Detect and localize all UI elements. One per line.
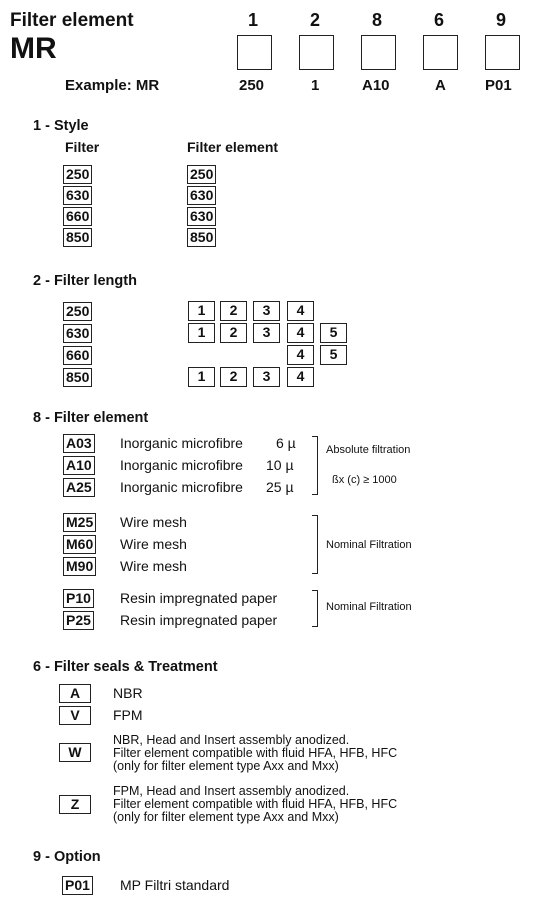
filter-code: 660: [63, 346, 92, 365]
element-rating: 25 µ: [266, 479, 294, 495]
title: Filter element: [10, 10, 134, 31]
position-label: 2: [310, 10, 321, 30]
element-code: P10: [63, 589, 94, 608]
seal-description-line: (only for filter element type Axx and Mxx): [113, 759, 339, 773]
filter-code: 660: [63, 207, 92, 226]
section-heading: 9 - Option: [33, 849, 101, 865]
group-bracket: [312, 515, 318, 574]
length-code: 4: [287, 323, 314, 343]
element-code: P25: [63, 611, 94, 630]
element-code: 630: [187, 186, 216, 205]
example-value: A: [435, 77, 446, 94]
length-code: 3: [253, 301, 280, 321]
filter-code: 630: [63, 324, 92, 343]
option-code: P01: [62, 876, 93, 895]
element-description: Resin impregnated paper: [120, 612, 278, 628]
length-code: 4: [287, 345, 314, 365]
example-value: A10: [362, 77, 390, 94]
column-header: Filter: [65, 139, 100, 155]
element-code: 850: [187, 228, 216, 247]
seal-description-line: NBR, Head and Insert assembly anodized.: [113, 733, 350, 747]
seal-description: NBR: [113, 685, 143, 701]
example-label: Example: MR: [65, 77, 160, 94]
length-code: 4: [287, 301, 314, 321]
element-code: M25: [63, 513, 96, 532]
seal-description-line: (only for filter element type Axx and Mxx): [113, 810, 339, 824]
section-heading: 2 - Filter length: [33, 273, 137, 289]
example-value: 1: [311, 77, 320, 94]
length-code: 1: [188, 301, 215, 321]
code-slot-box: [299, 35, 334, 70]
element-description: Inorganic microfibre: [120, 435, 243, 451]
filter-code: 630: [63, 186, 92, 205]
length-code: 2: [220, 367, 247, 387]
seal-code: Z: [59, 795, 91, 814]
beta-ratio-note: ßx (c) ≥ 1000: [332, 474, 397, 486]
element-description: Inorganic microfibre: [120, 479, 243, 495]
length-code: 5: [320, 323, 347, 343]
filter-code: 250: [63, 302, 92, 321]
seal-code: V: [59, 706, 91, 725]
length-code: 3: [253, 323, 280, 343]
element-description: Wire mesh: [120, 558, 187, 574]
element-description: Wire mesh: [120, 514, 187, 530]
filter-code: 850: [63, 368, 92, 387]
model-code: MR: [10, 32, 57, 65]
element-code: A10: [63, 456, 95, 475]
example-value: P01: [485, 77, 512, 94]
filter-code: 850: [63, 228, 92, 247]
length-code: 1: [188, 323, 215, 343]
section-heading: 1 - Style: [33, 118, 89, 134]
element-description: Inorganic microfibre: [120, 457, 243, 473]
seal-code: A: [59, 684, 91, 703]
seal-description-line: Filter element compatible with fluid HFA, HFB, HFC: [113, 797, 398, 811]
code-slot-box: [485, 35, 520, 70]
element-code: A03: [63, 434, 95, 453]
element-description: Resin impregnated paper: [120, 590, 278, 606]
code-slot-box: [423, 35, 458, 70]
length-code: 2: [220, 301, 247, 321]
seal-description-line: FPM, Head and Insert assembly anodized.: [113, 784, 350, 798]
length-code: 5: [320, 345, 347, 365]
element-code: 630: [187, 207, 216, 226]
position-label: 9: [496, 10, 507, 30]
element-rating: 10 µ: [266, 457, 294, 473]
code-slot-box: [237, 35, 272, 70]
position-label: 8: [372, 10, 383, 30]
seal-description: FPM: [113, 707, 143, 723]
group-bracket: [312, 590, 318, 627]
element-code: M60: [63, 535, 96, 554]
element-rating: 6 µ: [276, 435, 296, 451]
length-code: 3: [253, 367, 280, 387]
position-label: 6: [434, 10, 445, 30]
length-code: 4: [287, 367, 314, 387]
element-description: Wire mesh: [120, 536, 187, 552]
code-slot-box: [361, 35, 396, 70]
position-label: 1: [248, 10, 259, 30]
filtration-note: Absolute filtration: [326, 444, 411, 456]
element-code: M90: [63, 557, 96, 576]
filter-code: 250: [63, 165, 92, 184]
seal-description-line: Filter element compatible with fluid HFA, HFB, HFC: [113, 746, 398, 760]
option-description: MP Filtri standard: [120, 877, 230, 893]
section-heading: 6 - Filter seals & Treatment: [33, 659, 218, 675]
length-code: 1: [188, 367, 215, 387]
length-code: 2: [220, 323, 247, 343]
section-heading: 8 - Filter element: [33, 410, 149, 426]
filtration-note: Nominal Filtration: [326, 539, 412, 551]
example-value: 250: [239, 77, 265, 94]
element-code: A25: [63, 478, 95, 497]
group-bracket: [312, 436, 318, 495]
element-code: 250: [187, 165, 216, 184]
column-header: Filter element: [187, 139, 279, 155]
filtration-note: Nominal Filtration: [326, 601, 412, 613]
seal-code: W: [59, 743, 91, 762]
